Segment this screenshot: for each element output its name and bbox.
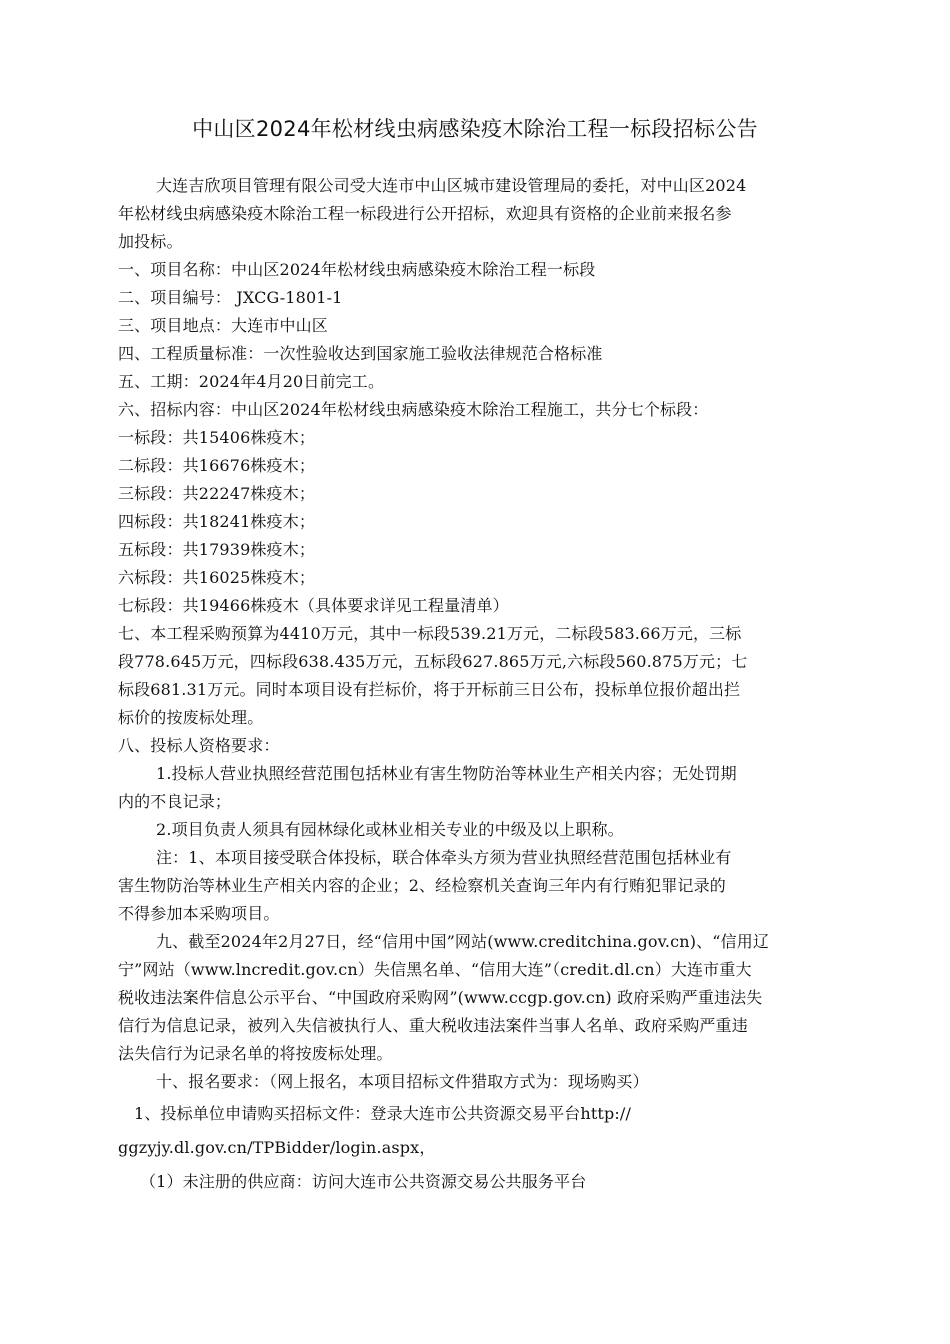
section-line-4: 四标段：共18241株疫木；: [118, 512, 315, 531]
document-body: [118, 172, 863, 1196]
budget-line-4: 标价的按废标处理。: [118, 708, 264, 727]
intro-line-3: 加投标。: [118, 232, 183, 251]
intro-line-2: 年松材线虫病感染疫木除治工程一标段进行公开招标，欢迎具有资格的企业前来报名参: [118, 204, 732, 223]
item-project-name: 一、项目名称：中山区2024年松材线虫病感染疫木除治工程一标段: [118, 260, 596, 279]
section-line-5: 五标段：共17939株疫木；: [118, 540, 315, 559]
qualification-1-line-1: 1.投标人营业执照经营范围包括林业有害生物防治等林业生产相关内容；无处罚期: [156, 764, 737, 783]
section-line-6: 六标段：共16025株疫木；: [118, 568, 315, 587]
item-quality-standard: 四、工程质量标准：一次性验收达到国家施工验收法律规范合格标准: [118, 344, 603, 363]
section-line-7: 七标段：共19466株疫木（具体要求详见工程量清单）: [118, 596, 509, 615]
note-line-3: 不得参加本采购项目。: [118, 904, 280, 923]
credit-line-5: 法失信行为记录名单的将按废标处理。: [118, 1044, 393, 1063]
registration-step-1: 1、投标单位申请购买招标文件：登录大连市公共资源交易平台http://: [134, 1104, 632, 1123]
budget-line-1: 七、本工程采购预算为4410万元，其中一标段539.21万元，二标段583.66万元，三标: [118, 624, 742, 643]
budget-line-2: 段778.645万元，四标段638.435万元，五标段627.865万元,六标段560.875万元；七: [118, 652, 748, 671]
credit-line-1: 九、截至2024年2月27日，经“信用中国”网站(www.creditchina.gov.cn)、“信用辽: [156, 932, 770, 951]
qualification-1-line-2: 内的不良记录；: [118, 792, 232, 811]
note-line-2: 害生物防治等林业生产相关内容的企业；2、经检察机关查询三年内有行贿犯罪记录的: [118, 876, 726, 895]
qualification-2: 2.项目负责人须具有园林绿化或林业相关专业的中级及以上职称。: [156, 820, 624, 839]
item-project-location: 三、项目地点：大连市中山区: [118, 316, 328, 335]
intro-line-1: 大连吉欣项目管理有限公司受大连市中山区城市建设管理局的委托，对中山区2024: [156, 176, 747, 195]
credit-line-4: 信行为信息记录，被列入失信被执行人、重大税收违法案件当事人名单、政府采购严重违: [118, 1016, 748, 1035]
item-tender-content: 六、招标内容：中山区2024年松材线虫病感染疫木除治工程施工，共分七个标段：: [118, 400, 709, 419]
section-line-3: 三标段：共22247株疫木；: [118, 484, 315, 503]
section-line-1: 一标段：共15406株疫木；: [118, 428, 315, 447]
item-project-number: 二、项目编号： JXCG-1801-1: [118, 288, 343, 307]
budget-line-3: 标段681.31万元。同时本项目设有拦标价，将于开标前三日公布，投标单位报价超出拦: [118, 680, 741, 699]
qualification-heading: 八、投标人资格要求：: [118, 736, 280, 755]
credit-line-3: 税收违法案件信息公示平台、“中国政府采购网”(www.ccgp.gov.cn) 政府采购严重违法失: [118, 988, 763, 1007]
item-duration: 五、工期：2024年4月20日前完工。: [118, 372, 385, 391]
credit-line-2: 宁”网站（www.lncredit.gov.cn）失信黑名单、“信用大连”（credit.dl.cn）大连市重大: [118, 960, 752, 979]
section-line-2: 二标段：共16676株疫木；: [118, 456, 315, 475]
document-title: 中山区2024年松材线虫病感染疫木除治工程一标段招标公告: [192, 117, 758, 141]
registration-substep-1: （1）未注册的供应商：访问大连市公共资源交易公共服务平台: [140, 1172, 587, 1191]
registration-heading: 十、报名要求：（网上报名，本项目招标文件猎取方式为：现场购买）: [156, 1072, 649, 1091]
registration-url: ggzyjy.dl.gov.cn/TPBidder/login.aspx，: [118, 1138, 436, 1157]
note-line-1: 注：1、本项目接受联合体投标，联合体牵头方须为营业执照经营范围包括林业有: [156, 848, 732, 867]
